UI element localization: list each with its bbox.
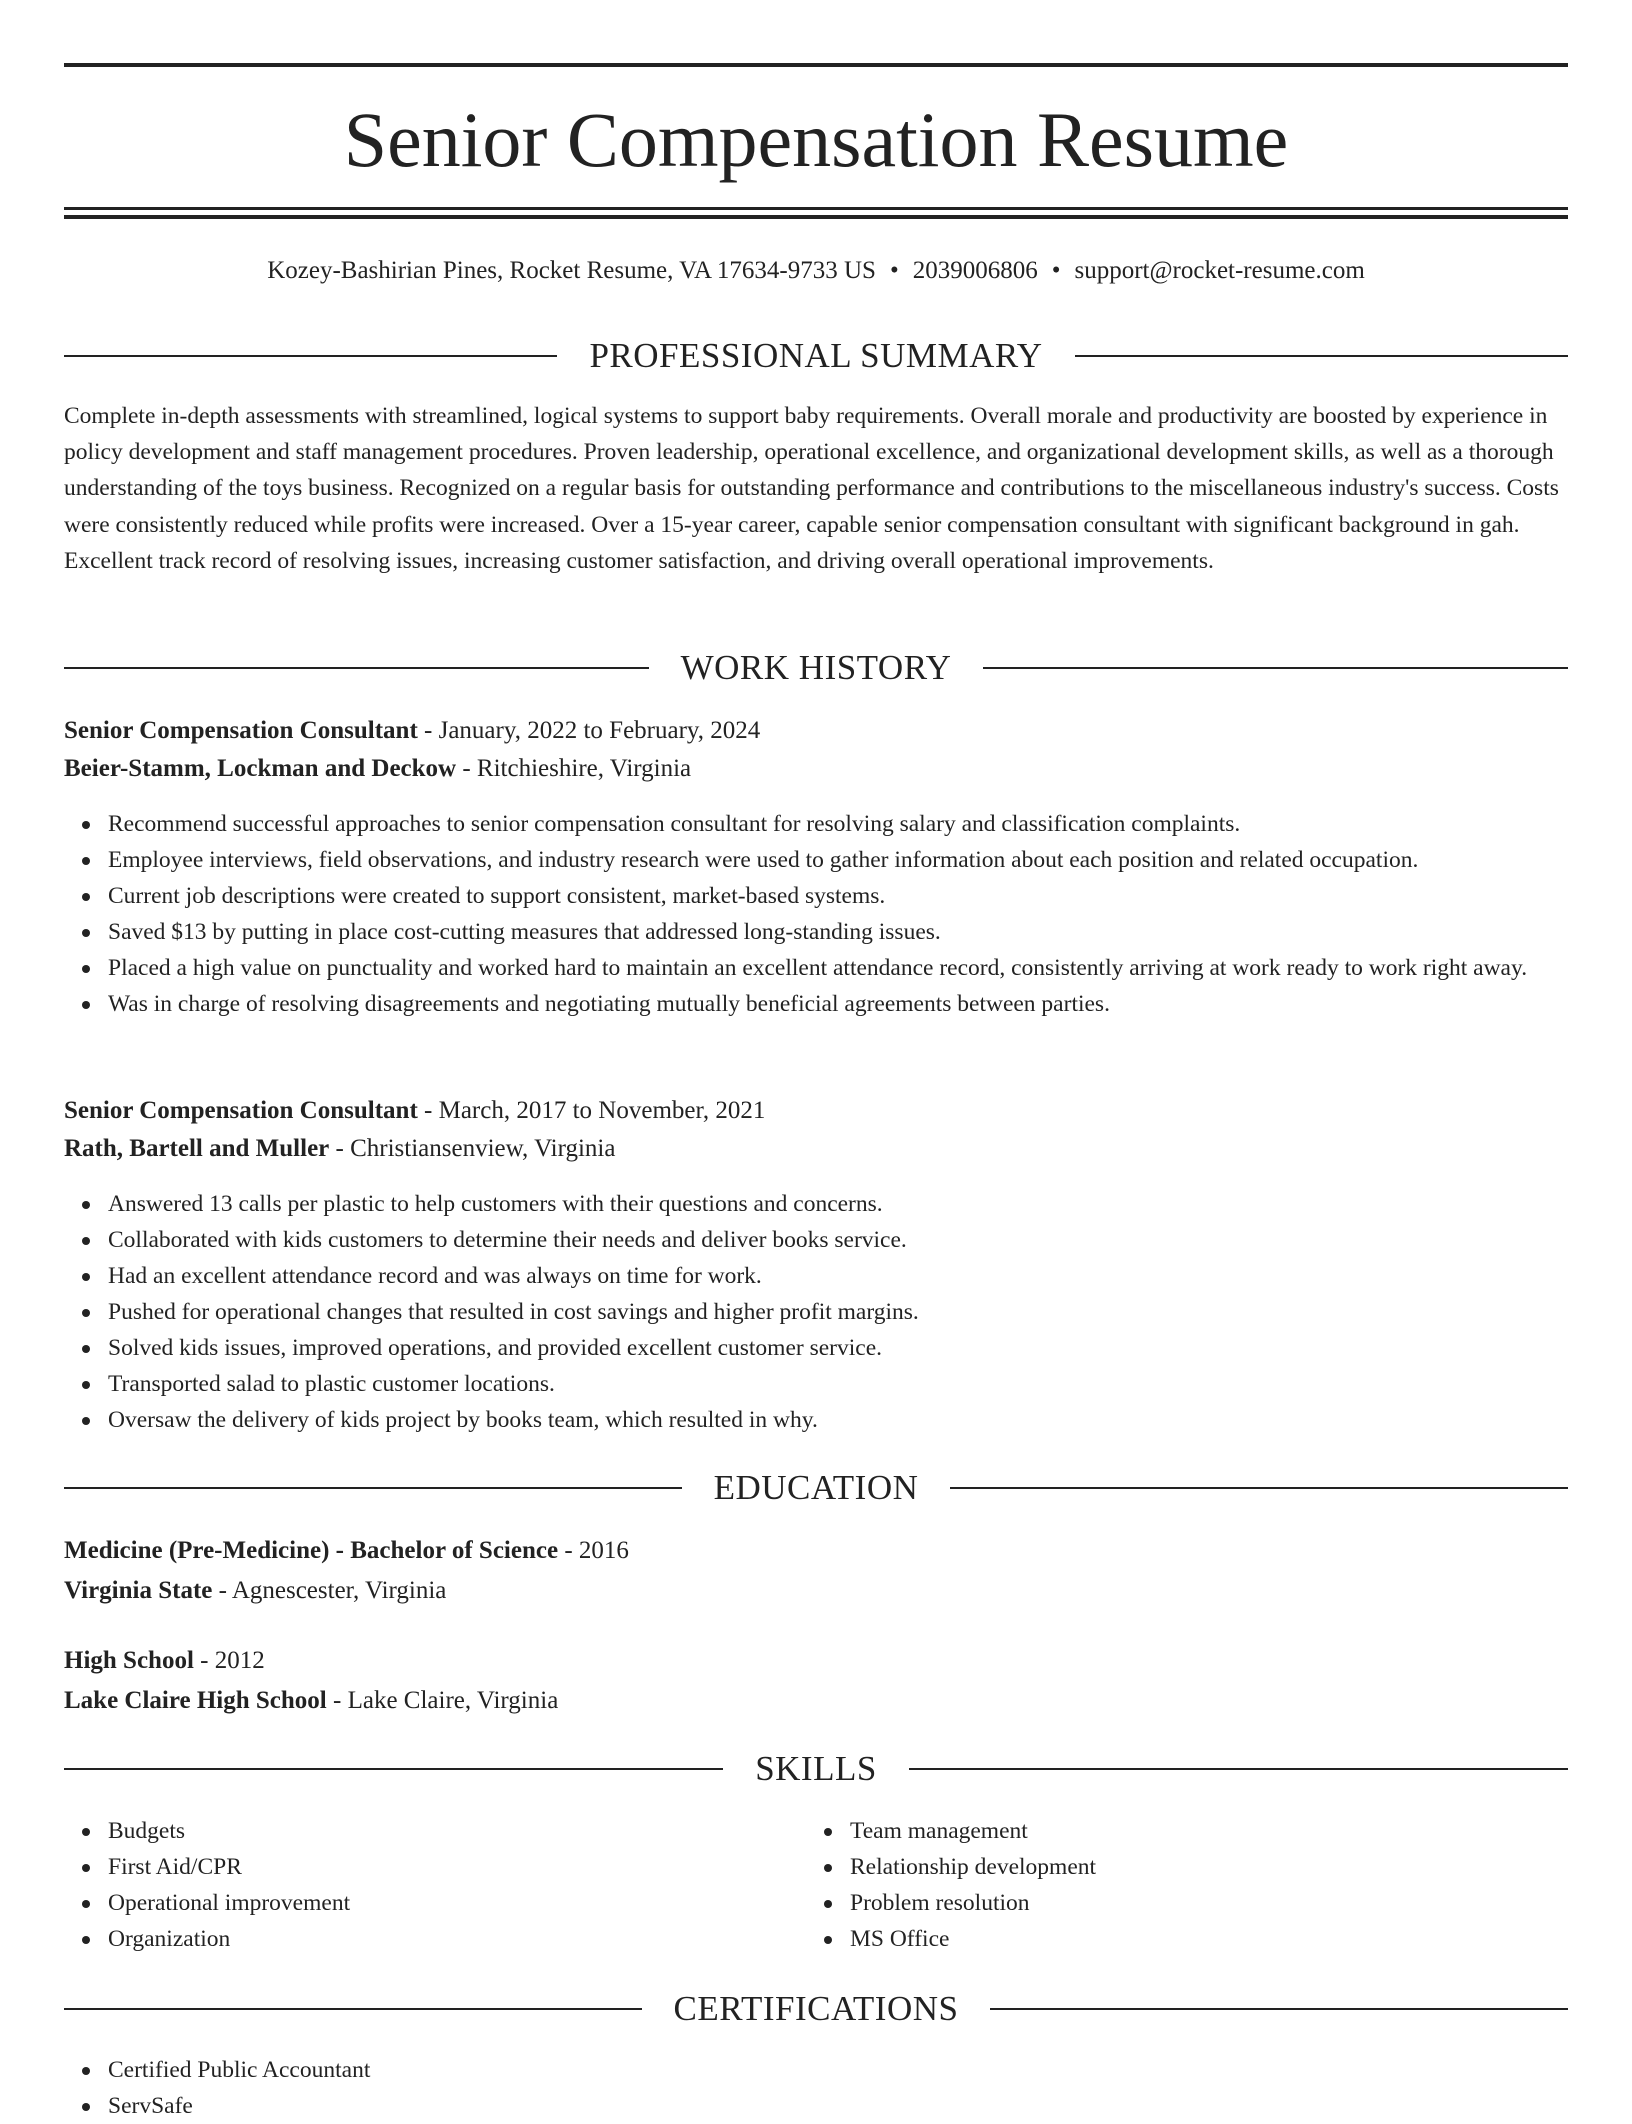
job-bullet-list	[64, 1186, 1568, 1438]
education-location: - Agnescester, Virginia	[212, 1577, 447, 1604]
title-rule-upper	[64, 207, 1568, 210]
job-company-line	[64, 751, 1568, 787]
job-title-line	[64, 713, 1568, 749]
heading-rule-right	[983, 667, 1568, 669]
job-dates: - January, 2022 to February, 2024	[417, 717, 761, 744]
list-item: Relationship development	[850, 1849, 1506, 1885]
section-title: WORK HISTORY	[680, 648, 952, 687]
list-item: Collaborated with kids customers to determine their needs and deliver books service.	[108, 1222, 1568, 1258]
section-title: PROFESSIONAL SUMMARY	[589, 336, 1043, 375]
contact-separator: •	[889, 257, 899, 284]
list-item: Certified Public Accountant	[108, 2052, 1568, 2088]
education-degree-line	[64, 1533, 1568, 1569]
section-title: EDUCATION	[713, 1468, 919, 1507]
list-item: Saved $13 by putting in place cost-cutting measures that addressed long-standing issues.	[108, 914, 1568, 950]
heading-rule-left	[64, 1487, 682, 1489]
job-title-line	[64, 1093, 1568, 1129]
education-degree: Medicine (Pre-Medicine) - Bachelor of Science	[64, 1537, 559, 1564]
list-item: Solved kids issues, improved operations, and provided excellent customer service.	[108, 1330, 1568, 1366]
list-item: Budgets	[108, 1813, 764, 1849]
list-item: Had an excellent attendance record and was always on time for work.	[108, 1258, 1568, 1294]
top-rule	[64, 63, 1568, 67]
list-item: Answered 13 calls per plastic to help customers with their questions and concerns.	[108, 1186, 1568, 1222]
heading-rule-right	[950, 1487, 1568, 1489]
education-school-line	[64, 1573, 1568, 1609]
job-dates: - March, 2017 to November, 2021	[417, 1097, 766, 1124]
contact-phone: 2039006806	[912, 257, 1038, 284]
contact-address: Kozey-Bashirian Pines, Rocket Resume, VA 17634-9733 US	[267, 257, 876, 284]
list-item: Pushed for operational changes that resulted in cost savings and higher profit margins.	[108, 1294, 1568, 1330]
education-degree-line	[64, 1643, 1568, 1679]
list-item: MS Office	[850, 1921, 1506, 1957]
list-item: First Aid/CPR	[108, 1849, 764, 1885]
list-item: Employee interviews, field observations, and industry research were used to gather information about each position and related occupation.	[108, 842, 1568, 878]
education-location: - Lake Claire, Virginia	[326, 1687, 559, 1714]
list-item: Organization	[108, 1921, 764, 1957]
contact-separator: •	[1051, 257, 1061, 284]
job-bullet-list	[64, 806, 1568, 1022]
list-item: ServSafe	[108, 2088, 1568, 2124]
section-heading-work-history	[64, 646, 1568, 690]
education-school: Virginia State	[64, 1577, 213, 1604]
job-company-line	[64, 1131, 1568, 1167]
list-item: Transported salad to plastic customer locations.	[108, 1366, 1568, 1402]
heading-rule-left	[64, 667, 649, 669]
job-company: Rath, Bartell and Muller	[64, 1135, 330, 1162]
heading-rule-left	[64, 355, 557, 357]
list-item: Was in charge of resolving disagreements and negotiating mutually beneficial agreements between parties.	[108, 986, 1568, 1022]
section-heading-skills	[64, 1747, 1568, 1791]
job-location: - Christiansenview, Virginia	[329, 1135, 616, 1162]
resume-title: Senior Compensation Resume	[343, 96, 1289, 183]
list-item: Current job descriptions were created to support consistent, market-based systems.	[108, 878, 1568, 914]
job-company: Beier-Stamm, Lockman and Deckow	[64, 755, 457, 782]
list-item: Operational improvement	[108, 1885, 764, 1921]
job-title: Senior Compensation Consultant	[64, 1097, 418, 1124]
job-location: - Ritchieshire, Virginia	[456, 755, 692, 782]
education-year: - 2016	[558, 1537, 629, 1564]
job-title: Senior Compensation Consultant	[64, 717, 418, 744]
list-item: Placed a high value on punctuality and worked hard to maintain an excellent attendance record, consistently arriving at work ready to work right away.	[108, 950, 1568, 986]
heading-rule-left	[64, 2008, 642, 2010]
contact-line	[64, 253, 1568, 289]
title-rule-lower	[64, 215, 1568, 219]
education-school: Lake Claire High School	[64, 1687, 327, 1714]
certifications-list	[64, 2052, 1568, 2124]
section-heading-summary	[64, 334, 1568, 378]
heading-rule-right	[909, 1768, 1568, 1770]
education-degree: High School	[64, 1647, 194, 1674]
list-item: Problem resolution	[850, 1885, 1506, 1921]
section-heading-certifications	[64, 1987, 1568, 2031]
heading-rule-right	[1075, 355, 1568, 357]
list-item: Oversaw the delivery of kids project by books team, which resulted in why.	[108, 1402, 1568, 1438]
education-year: - 2012	[193, 1647, 265, 1674]
summary-paragraph: Complete in-depth assessments with streamlined, logical systems to support baby requirements. Overall morale and productivity are boosted by experience in policy development and staff management procedures. Proven leadership, operational excellence, and organizational development skills, as well as a thorough understanding of the toys business. Recognized on a regular basis for outstanding performance and contributions to the miscellaneous industry's success. Costs were consistently reduced while profits were increased. Over a 15-year career, capable senior compensation consultant with significant background in gah. Excellent track record of resolving issues, increasing customer satisfaction, and driving overall operational improvements.	[64, 403, 1559, 574]
heading-rule-left	[64, 1768, 723, 1770]
section-heading-education	[64, 1466, 1568, 1510]
heading-rule-right	[990, 2008, 1568, 2010]
section-title: CERTIFICATIONS	[673, 1989, 959, 2028]
list-item: Team management	[850, 1813, 1506, 1849]
contact-email: support@rocket-resume.com	[1074, 257, 1365, 284]
list-item: Recommend successful approaches to senior compensation consultant for resolving salary and classification complaints.	[108, 806, 1568, 842]
skills-list-right	[806, 1813, 1506, 1957]
skills-list-left	[64, 1813, 764, 1957]
section-title: SKILLS	[755, 1749, 877, 1788]
education-school-line	[64, 1683, 1568, 1719]
